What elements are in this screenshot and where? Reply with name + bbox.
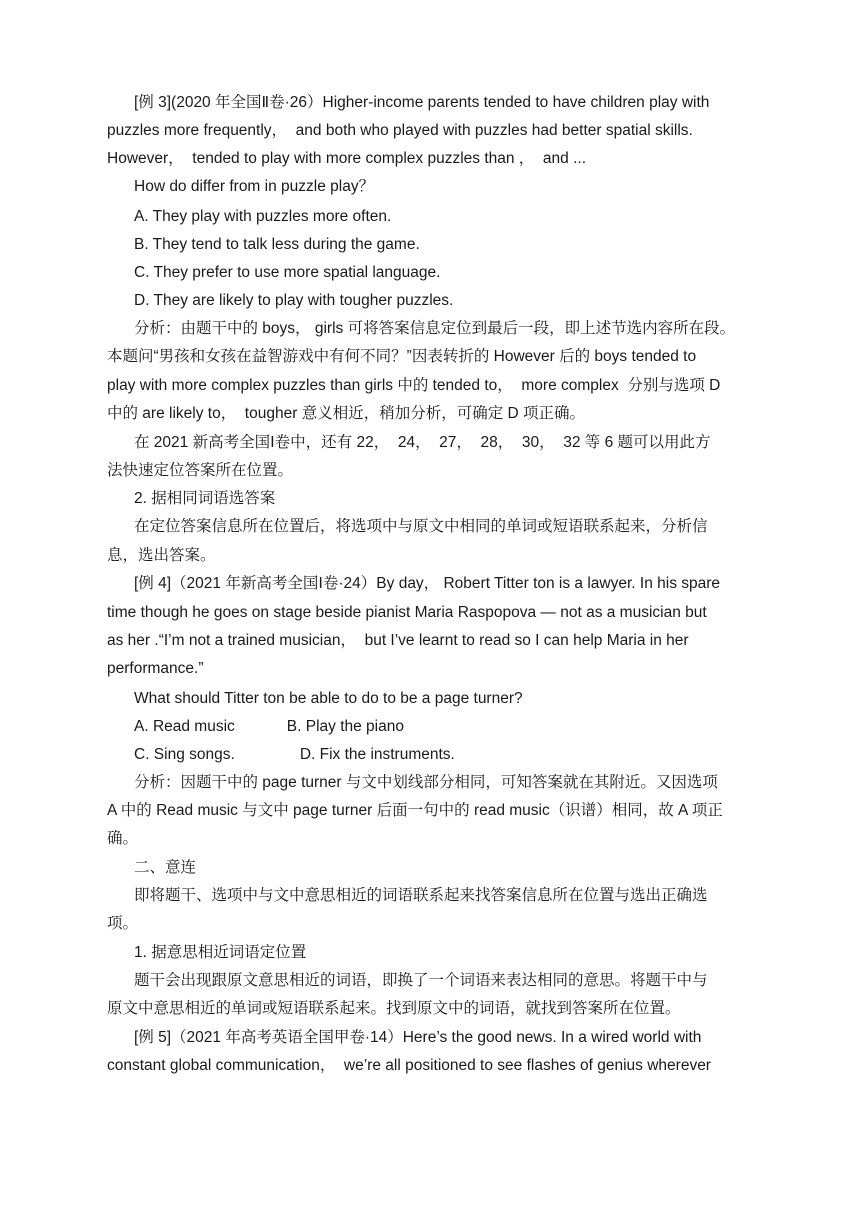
- paragraph-line: 即将题干、选项中与文中意思相近的词语联系起来找答案信息所在位置与选出正确选: [134, 887, 708, 904]
- paragraph-line: However， tended to play with more complex puzzles than ， and ...: [107, 150, 587, 167]
- paragraph-line: time though he goes on stage beside pianist Maria Raspopova — not as a musician but: [107, 604, 707, 621]
- paragraph-line: 原文中意思相近的单词或短语联系起来。找到原文中的词语，就找到答案所在位置。: [107, 1000, 681, 1017]
- paragraph-line: 项。: [107, 915, 139, 932]
- option-c: C. Sing songs.: [134, 746, 235, 763]
- section-heading: 2. 据相同词语选答案: [134, 490, 276, 507]
- analysis-line: 分析：由题干中的 boys， girls 可将答案信息定位到最后一段，即上述节选内容所在段。: [134, 320, 736, 337]
- question-stem: How do differ from in puzzle play？: [134, 178, 375, 195]
- paragraph-line: as her .“I’m not a trained musician， but I’ve learnt to read so I can help Maria in her: [107, 632, 689, 649]
- paragraph-line: performance.”: [107, 660, 204, 677]
- option-a: A. Read music: [134, 718, 235, 735]
- paragraph-line: 法快速定位答案所在位置。: [107, 462, 294, 479]
- analysis-line: A 中的 Read music 与文中 page turner 后面一句中的 read music（识谱）相同，故 A 项正: [107, 802, 723, 819]
- analysis-line: play with more complex puzzles than girls 中的 tended to， more complex 分别与选项 D: [107, 377, 721, 394]
- example-3-heading: [例 3](2020 年全国Ⅱ卷·26）Higher-income parents tended to have children play with: [134, 94, 710, 111]
- analysis-line: 分析：因题干中的 page turner 与文中划线部分相同，可知答案就在其附近。又因选项: [134, 774, 718, 791]
- option-b: B. Play the piano: [286, 718, 404, 735]
- paragraph-line: constant global communication， we’re all positioned to see flashes of genius wherever: [107, 1057, 711, 1074]
- option-d: D. They are likely to play with tougher puzzles.: [134, 292, 454, 309]
- option-a: A. They play with puzzles more often.: [134, 208, 392, 225]
- analysis-line: 中的 are likely to， tougher 意义相近，稍加分析，可确定 D 项正确。: [107, 405, 585, 422]
- analysis-line: 本题问“男孩和女孩在益智游戏中有何不同？”因表转折的 However 后的 boys tended to: [107, 348, 697, 365]
- paragraph-line: puzzles more frequently， and both who played with puzzles had better spatial skills.: [107, 122, 693, 139]
- question-stem: What should Titter ton be able to do to be a page turner?: [134, 690, 523, 707]
- section-heading: 二、意连: [134, 859, 197, 876]
- paragraph-line: 题干会出现跟原文意思相近的词语，即换了一个词语来表达相同的意思。将题干中与: [134, 972, 708, 989]
- example-5-heading: [例 5]（2021 年高考英语全国甲卷·14）Here’s the good news. In a wired world with: [134, 1029, 702, 1046]
- paragraph-line: 息，选出答案。: [107, 547, 216, 564]
- analysis-line: 确。: [107, 830, 139, 847]
- paragraph-line: 在 2021 新高考全国Ⅰ卷中，还有 22， 24， 27， 28， 30， 32 等 6 题可以用此方: [134, 434, 711, 451]
- option-row: [134, 745, 455, 765]
- option-row: [134, 717, 404, 737]
- option-d: D. Fix the instruments.: [299, 746, 455, 763]
- paragraph-line: 在定位答案信息所在位置后，将选项中与原文中相同的单词或短语联系起来，分析信: [134, 518, 708, 535]
- section-heading: 1. 据意思相近词语定位置: [134, 944, 307, 961]
- option-b: B. They tend to talk less during the game.: [134, 236, 420, 253]
- example-4-heading: [例 4]（2021 年新高考全国Ⅰ卷·24）By day， Robert Titter ton is a lawyer. In his spare: [134, 575, 721, 592]
- option-c: C. They prefer to use more spatial language.: [134, 264, 441, 281]
